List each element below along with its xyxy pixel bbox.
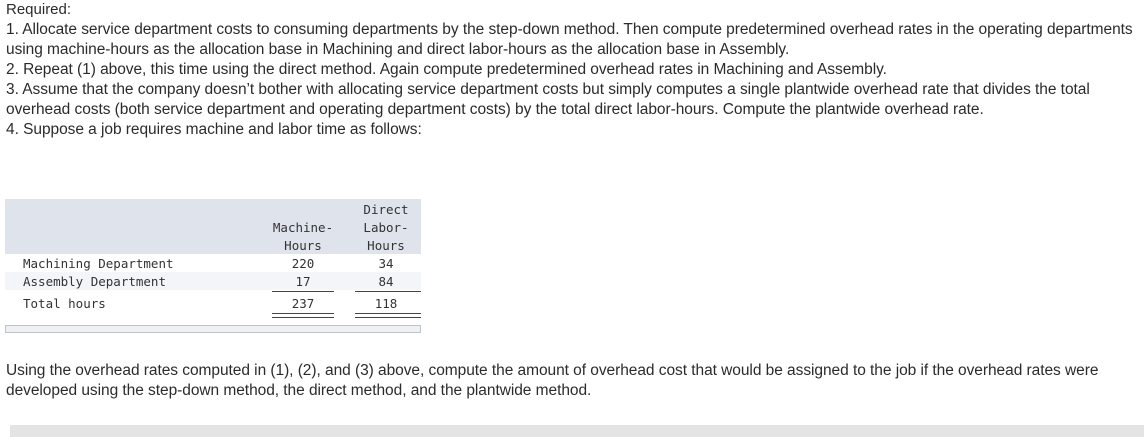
row-machine-hours: 220 xyxy=(291,256,315,271)
col-dlh-header-1: Direct xyxy=(363,202,409,217)
col-dlh-header-2: Labor- xyxy=(363,220,409,235)
instructions xyxy=(6,0,1136,140)
col-machine-hours-header-2: Hours xyxy=(284,238,322,253)
subtotal-rule xyxy=(272,291,334,292)
col-dlh-header-3: Hours xyxy=(367,238,405,253)
required-heading: Required: xyxy=(6,1,72,18)
total-double-rule xyxy=(355,313,421,318)
row-machine-hours: 17 xyxy=(295,274,311,289)
row-label: Assembly Department xyxy=(23,274,166,289)
closing-instruction xyxy=(6,361,1126,401)
row-dlh: 84 xyxy=(378,274,394,289)
row-dlh: 34 xyxy=(378,256,394,271)
col-machine-hours-header-1: Machine- xyxy=(272,220,334,235)
total-dlh: 118 xyxy=(374,296,398,311)
item-3: 3. Assume that the company doesn’t bother with allocating service department costs but simply computes a single plantwide overhead rate that divides the total overhead costs (both service department and operating department costs) by the total direct labor-hours. Compute the plantwide overhead rate. xyxy=(6,81,1090,118)
row-label: Machining Department xyxy=(23,256,174,271)
total-label: Total hours xyxy=(23,296,106,311)
table-scrollbar[interactable] xyxy=(5,325,421,333)
closing-text: Using the overhead rates computed in (1), (2), and (3) above, compute the amount of overhead cost that would be assigned to the job if the overhead rates were developed using the step-down method, the direct method, and the plantwide method. xyxy=(6,362,1099,399)
subtotal-rule xyxy=(355,291,421,292)
total-machine-hours: 237 xyxy=(291,296,315,311)
total-double-rule xyxy=(272,313,334,318)
footer-bar xyxy=(10,425,1144,437)
item-1: 1. Allocate service department costs to consuming departments by the step-down method. Then compute predetermined overhead rates in the operating departments using machine-hours as the allocation base in Machining and direct labor-hours as the allocation base in Assembly. xyxy=(6,21,1133,58)
item-4: 4. Suppose a job requires machine and labor time as follows: xyxy=(6,121,422,138)
hours-table xyxy=(5,199,421,333)
item-2: 2. Repeat (1) above, this time using the direct method. Again compute predetermined overhead rates in Machining and Assembly. xyxy=(6,61,887,78)
